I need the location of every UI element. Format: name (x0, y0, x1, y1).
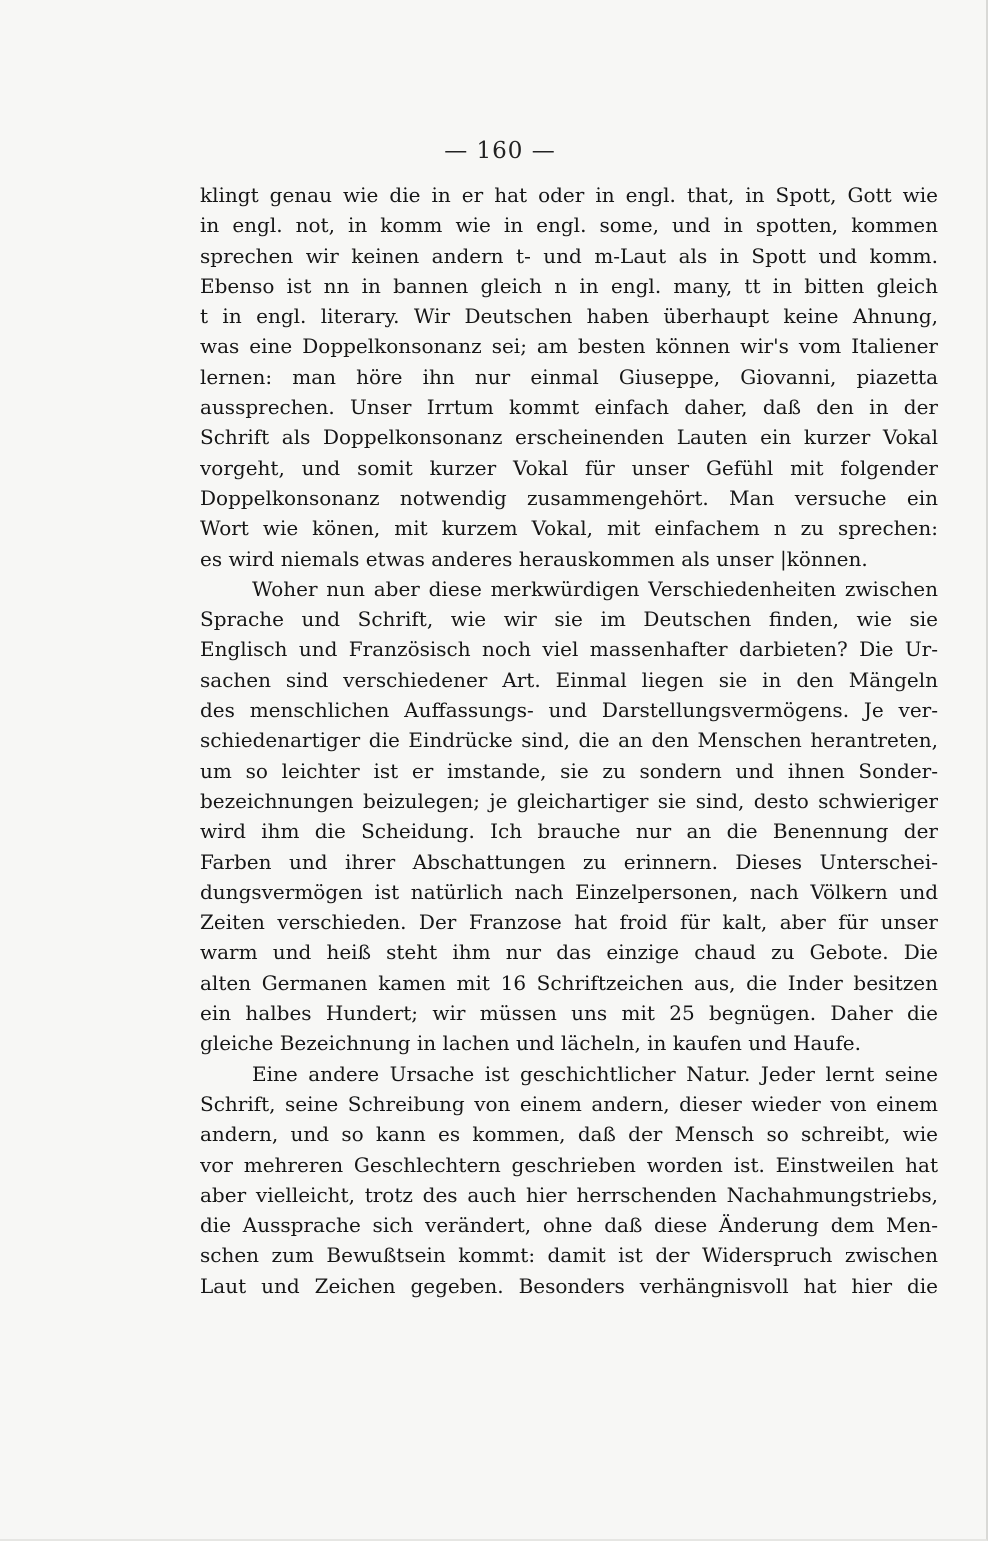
text-line: Schrift, seine Schreibung von einem andern, dieser wieder von einem (200, 1091, 938, 1116)
text-line: aussprechen. Unser Irrtum kommt einfach daher, daß den in der (200, 395, 938, 420)
text-line: Eine andere Ursache ist geschichtlicher Natur. Jeder lernt seine (252, 1061, 938, 1086)
text-line: Wort wie könen, mit kurzem Vokal, mit einfachem n zu sprechen: (200, 516, 938, 541)
text-line: t in engl. literary. Wir Deutschen haben überhaupt keine Ahnung, (200, 304, 938, 329)
text-line: Farben und ihrer Abschattungen zu erinnern. Dieses Unterschei- (200, 849, 938, 874)
text-line: Sprache und Schrift, wie wir sie im Deutschen finden, wie sie (200, 607, 938, 632)
text-line: schen zum Bewußtsein kommt: damit ist der Widerspruch zwischen (200, 1243, 938, 1268)
text-line: warm und heiß steht ihm nur das einzige chaud zu Gebote. Die (200, 940, 938, 965)
text-line: wird ihm die Scheidung. Ich brauche nur an die Benennung der (200, 819, 938, 844)
text-line: um so leichter ist er imstande, sie zu sondern und ihnen Sonder- (200, 758, 938, 783)
text-line: andern, und so kann es kommen, daß der Mensch so schreibt, wie (200, 1122, 938, 1147)
text-line: lernen: man höre ihn nur einmal Giuseppe, Giovanni, piazetta (200, 364, 938, 389)
text-line: Englisch und Französisch noch viel massenhafter darbieten? Die Ur- (200, 637, 938, 662)
text-line: vor mehreren Geschlechtern geschrieben worden ist. Einstweilen hat (200, 1152, 938, 1177)
text-line: es wird niemals etwas anderes herauskommen als unser |können. (200, 546, 868, 571)
page-number: — 160 — (444, 138, 556, 164)
text-line: sprechen wir keinen andern t- und m-Laut als in Spott und komm. (200, 243, 938, 268)
text-line: aber vielleicht, trotz des auch hier herrschenden Nachahmungstriebs, (200, 1182, 938, 1207)
text-line: Woher nun aber diese merkwürdigen Verschiedenheiten zwischen (252, 576, 938, 601)
text-line: vorgeht, und somit kurzer Vokal für unser Gefühl mit folgender (200, 455, 938, 480)
text-line: Laut und Zeichen gegeben. Besonders verhängnisvoll hat hier die (200, 1273, 938, 1298)
text-line: klingt genau wie die in er hat oder in engl. that, in Spott, Gott wie (200, 183, 938, 207)
text-line: in engl. not, in komm wie in engl. some, und in spotten, kommen (200, 213, 938, 238)
text-line: was eine Doppelkonsonanz sei; am besten können wir's vom Italiener (200, 334, 938, 359)
text-line: gleiche Bezeichnung in lachen und lächeln, in kaufen und Haufe. (200, 1031, 861, 1056)
text-line: die Aussprache sich verändert, ohne daß diese Änderung dem Men- (200, 1213, 938, 1238)
body-text (200, 180, 938, 1301)
text-line: Doppelkonsonanz notwendig zusammengehört. Man versuche ein (200, 485, 938, 510)
text-line: alten Germanen kamen mit 16 Schriftzeichen aus, die Inder besitzen (200, 970, 938, 995)
text-line: Schrift als Doppelkonsonanz erscheinenden Lauten ein kurzer Vokal (200, 425, 938, 450)
text-line: dungsvermögen ist natürlich nach Einzelpersonen, nach Völkern und (200, 879, 938, 904)
text-line: schiedenartiger die Eindrücke sind, die an den Menschen herantreten, (200, 728, 938, 753)
text-line: Ebenso ist nn in bannen gleich n in engl. many, tt in bitten gleich (200, 273, 938, 298)
text-line: sachen sind verschiedener Art. Einmal liegen sie in den Mängeln (200, 667, 938, 692)
text-line: des menschlichen Auffassungs- und Darstellungsvermögens. Je ver- (200, 698, 938, 723)
text-line: Zeiten verschieden. Der Franzose hat froid für kalt, aber für unser (200, 910, 938, 935)
text-line: ein halbes Hundert; wir müssen uns mit 25 begnügen. Daher die (200, 1001, 938, 1026)
text-line: bezeichnungen beizulegen; je gleichartiger sie sind, desto schwieriger (200, 788, 938, 813)
